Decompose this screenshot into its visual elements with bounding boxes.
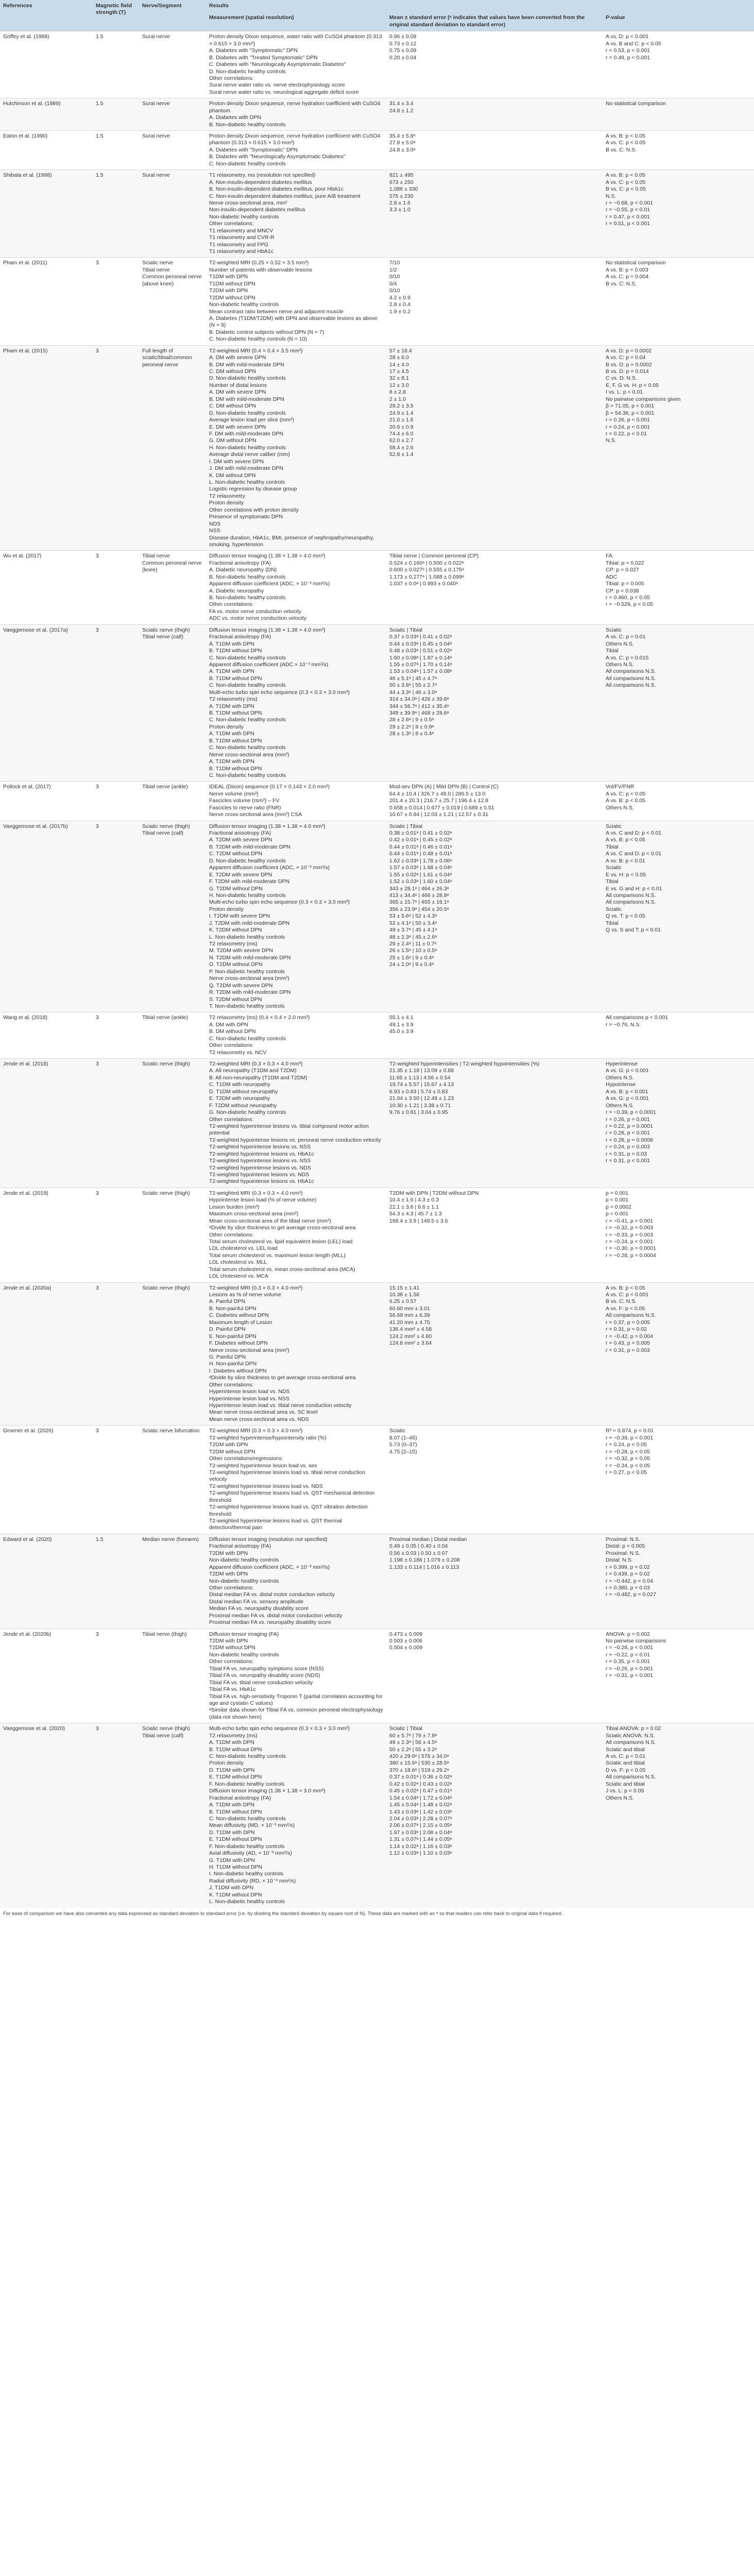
- cell-values: 15.15 ± 1.41 10.38 ± 1.56 6.25 ± 0.57 60.60 mm ± 3.01 56.69 mm ± 6.39 41.20 mm ± 4.75 136.4 mm² ± 4.58 124.2 mm² ± 4.80 124.8 mm² ± 3.64: [386, 1282, 603, 1426]
- cell-p-value: Hyperintense A vs. G: p < 0.001 Others N.S. Hypointense A vs. B: p < 0.001 A vs. G: p < 0.001 Others N.S. r = −0.39, p < 0.0001 r = 0.26, p = 0.001 r = 0.22, p = 0.0001 r = 0.28, p < 0.001 r = 0.28, p = 0.0008 r = 0.24, p = 0.003 r = 0.31, p = 0.03 r = 0.31, p < 0.001: [603, 1059, 754, 1188]
- cell-values: Sciatic 8.07 (1–46) 5.73 (0–37) 4.75 (2–15): [386, 1426, 603, 1534]
- cell-nerve-segment: Tibial nerve (thigh): [139, 1629, 206, 1723]
- cell-reference: Griffey et al. (1988): [0, 31, 93, 98]
- cell-p-value: A vs. D: p = 0.0002 A vs. C: p = 0.04 B vs. D: p = 0.0002 B vs. D: p = 0.014 C vs. D: N.S. E, F, G vs. H: p < 0.05 I vs. L: p < 0.01 No pairwise comparisons given β = 71.05, p < 0.001 β = 54.36, p < 0.001 r = 0.26, p < 0.001 r = 0.24, p < 0.001 r = 0.22, p < 0.01 N.S.: [603, 345, 754, 551]
- cell-reference: Hutchinson et al. (1989): [0, 98, 93, 131]
- cell-nerve-segment: Sciatic nerve (thigh) Tibial nerve (calf): [139, 1723, 206, 1908]
- table-row: [0, 98, 754, 131]
- cell-measurement: T2-weighted MRI (0.3 × 0.3 × 4.0 mm³) T2-weighted hyperintense/hypointensity ratio (%) T2DM with DPN T2DM without DPN Other correlations/regressions: T2-weighted hyperintense lesion load vs. sex T2-weighted hyperintense lesions load vs. tibial nerve conduction velocity T2-weighted hyperintense lesions load vs. NDS T2-weighted hyperintense lesions load vs. QST mechanical detection threshold T2-weighted hyperintense lesions load vs. QST vibration detection threshold T2-weighted hyperintense lesions load vs. QST thermal detection/thermal pain: [206, 1426, 386, 1534]
- cell-nerve-segment: Sciatic nerve Tibial nerve Common peroneal nerve (above knee): [139, 258, 206, 345]
- table-row: [0, 1426, 754, 1534]
- table-row: [0, 1059, 754, 1188]
- cell-values: 31.4 ± 3.4 24.8 ± 1.2: [386, 98, 603, 131]
- cell-measurement: T2-weighted MRI (0.4 × 0.4 × 3.5 mm³) A. DM with severe DPN B. DM with mild-moderate DPN C. DM without DPN D. Non-diabetic healthy controls Number of distal lesions A. DM with severe DPN B. DM with mild-moderate DPN C. DM without DPN D. Non-diabetic healthy controls Average lesion load per slice (mm²) E. DM with severe DPN F. DM with mild-moderate DPN G. DM without DPN H. Non-diabetic healthy controls Average distal nerve caliber (mm) I. DM with severe DPN J. DM with mild-moderate DPN K. DM without DPN L. Non-diabetic healthy controls Logistic regression by disease group T2 relaxometry Proton density Other correlations with proton density Presence of symptomatic DPN NDS NSS Disease duration, HbA1c, BMI, presence of nephropathy/neuropathy, smoking, hypertension: [206, 345, 386, 551]
- table-row: [0, 1012, 754, 1059]
- cell-field-strength: 1.5: [93, 170, 139, 258]
- table-footnote: For ease of comparison we have also converted any data expressed as standard deviation to standard error (i.e. by dividing the standard deviation by square root of N). These data are marked with an ᵃ so that readers can refer back to original data if required.: [3, 1910, 562, 1917]
- cell-reference: Groener et al. (2020): [0, 1426, 93, 1534]
- cell-measurement: Proton density Dixon sequence, nerve hydration coefficient with CuSO4 phantom A. Diabetes with DPN B. Non-diabetic healthy controls: [206, 98, 386, 131]
- cell-nerve-segment: Sciatic nerve (thigh): [139, 1188, 206, 1282]
- cell-measurement: T1 relaxometry, ms (resolution not specified) A. Non-insulin-dependent diabetes mellitus B. Non-insulin-dependent diabetes mellitus, poor HbA1c C. Non-insulin-dependent diabetes mellitus, pure A/B treatment Nerve cross-sectional area, mm² Non-insulin-dependent diabetes mellitus Non-diabetic healthy controls Other correlations: T1 relaxometry and MNCV T1 relaxometry and CVR-R T1 relaxometry and FPG T1 relaxometry and HbA1c: [206, 170, 386, 258]
- table-row: [0, 1723, 754, 1908]
- cell-reference: Jende et al. (2020b): [0, 1629, 93, 1723]
- cell-p-value: R² = 0.874, p < 0.01 r = −0.39, p < 0.001 r = 0.24, p < 0.05 r = −0.28, p < 0.05 r = −0.32, p < 0.05 r = −0.34, p < 0.05 r = 0.27, p < 0.05: [603, 1426, 754, 1534]
- cell-p-value: p = 0.001 p < 0.001 p = 0.0002 p < 0.001 r = −0.41, p < 0.001 r = −0.32, p = 0.003 r = −0.33, p = 0.003 r = −0.24, p < 0.001 r = −0.30, p = 0.0001 r = −0.28, p = 0.0004: [603, 1188, 754, 1282]
- table-row: [0, 31, 754, 98]
- cell-nerve-segment: Tibial nerve (ankle): [139, 782, 206, 821]
- cell-p-value: No statistical comparison: [603, 98, 754, 131]
- cell-reference: Wu et al. (2017): [0, 551, 93, 624]
- cell-measurement: T2 relaxometry (ms) (0.4 × 0.4 × 2.0 mm³) A. DM with DPN B. DM without DPN C. Non-diabetic healthy controls Other correlations: T2 relaxometry vs. NCV: [206, 1012, 386, 1059]
- cell-p-value: Sciatic A vs. C and D: p < 0.01 A vs. B: p < 0.05 Tibial A vs. C and D: p < 0.01 A vs. B: p < 0.01 Sciatic E vs. H: p < 0.05 Tibial E vs. G and H: p < 0.01 All comparisons N.S. All comparisons N.S. Sciatic Q vs. T: p < 0.05 Tibial Q vs. S and T: p < 0.01: [603, 821, 754, 1012]
- cell-values: Sciatic | Tibial 60 ± 5.7ᵃ | 79 ± 7.8ᵃ 49 ± 2.3ᵃ | 56 ± 4.5ᵃ 50 ± 2.2ᵃ | 55 ± 3.2ᵃ 420 ± 29.6ᵃ | 576 ± 34.0ᵃ 380 ± 15.6ᵃ | 530 ± 28.5ᵃ 370 ± 18.6ᵃ | 519 ± 29.2ᵃ 0.37 ± 0.01ᵃ | 0.36 ± 0.02ᵃ 0.42 ± 0.02ᵃ | 0.43 ± 0.02ᵃ 0.45 ± 0.02ᵃ | 0.47 ± 0.01ᵃ 1.54 ± 0.04ᵃ | 1.72 ± 0.04ᵃ 1.45 ± 0.04ᵃ | 1.48 ± 0.02ᵃ 1.43 ± 0.03ᵃ | 1.42 ± 0.03ᵃ 2.04 ± 0.03ᵃ | 2.28 ± 0.07ᵃ 2.06 ± 0.07ᵃ | 2.15 ± 0.05ᵃ 1.97 ± 0.03ᵃ | 2.08 ± 0.04ᵃ 1.31 ± 0.07ᵃ | 1.44 ± 0.05ᵃ 1.14 ± 0.02ᵃ | 1.16 ± 0.03ᵃ 1.12 ± 0.03ᵃ | 1.10 ± 0.03ᵃ: [386, 1723, 603, 1908]
- cell-values: T2-weighted hyperintensities | T2-weighted hypointensities (%) 21.35 ± 1.18 | 13.09 ± 0.88 11.65 ± 1.13 | 4.56 ± 0.54 19.74 ± 5.57 | 15.67 ± 4.13 6.93 ± 0.83 | 5.74 ± 0.83 21.04 ± 3.50 | 12.49 ± 1.23 10.30 ± 1.21 | 3.38 ± 0.71 9.76 ± 0.81 | 3.04 ± 0.95: [386, 1059, 603, 1188]
- cell-values: Mod-sev DPN (A) | Mild DPN (B) | Control (C) 64.4 ± 10.4 | 326.7 ± 48.0 | 286.5 ± 13.0 201.4 ± 20.3 | 216.7 ± 25.7 | 196.4 ± 12.8 0.658 ± 0.014 | 0.677 ± 0.019 | 0.689 ± 0.01 10.67 ± 0.84 | 12.03 ± 1.21 | 12.57 ± 0.31: [386, 782, 603, 821]
- cell-values: 7/10 1/2 0/10 0/4 0/10 4.2 ± 0.9 2.8 ± 0.4 1.9 ± 0.2: [386, 258, 603, 345]
- cell-nerve-segment: Sural nerve: [139, 170, 206, 258]
- table-row: [0, 258, 754, 345]
- cell-field-strength: 3: [93, 258, 139, 345]
- cell-measurement: Proton density Dixon sequence, nerve hydration coefficient with CuSO4 phantom (0.313 × 0.615 × 3.0 mm³) A. Diabetes with "Symptomatic" DPN B. Diabetes with "Neurologically Asymptomatic Diabetes" C. Non-diabetic healthy controls: [206, 131, 386, 170]
- cell-measurement: Diffusion tensor imaging (FA) T2DM with DPN T2DM without DPN Non-diabetic healthy controls Other correlations: Tibial FA vs. neuropathy symptoms score (NSS) Tibial FA vs. neuropathy disability score (NDS) Tibial FA vs. tibial nerve conduction velocity Tibial FA vs. HbA1c Tibial FA vs. high-sensitivity Troponin T (partial correlation accounting for age and cystatin C values) ᵃSimilar data shown for Tibial FA vs. common peroneal electrophysiology (data not shown here): [206, 1629, 386, 1723]
- cell-field-strength: 3: [93, 1723, 139, 1908]
- table-row: [0, 345, 754, 551]
- cell-nerve-segment: Tibial nerve (ankle): [139, 1012, 206, 1059]
- cell-reference: Wang et al. (2018): [0, 1012, 93, 1059]
- header-values: Mean ± standard error (ᵃ indicates that values have been converted from the original standard deviation to standard error): [386, 12, 603, 31]
- cell-nerve-segment: Median nerve (forearm): [139, 1534, 206, 1629]
- header-nerve-segment: Nerve/Segment: [139, 0, 206, 31]
- header-results: Results: [206, 0, 754, 12]
- cell-p-value: Sciatic A vs. C: p = 0.01 Others N.S. Tibial A vs. C: p = 0.015 Others N.S. All comparisons N.S. All comparisons N.S. All comparisons N.S.: [603, 624, 754, 782]
- cell-reference: Shibata et al. (1998): [0, 170, 93, 258]
- cell-p-value: Proximal: N.S. Distal: p = 0.005 Proximal: N.S. Distal: N.S. r = 0.399, p = 0.02 r = 0.439, p = 0.02 r = −0.442, p = 0.04 r = 0.380, p = 0.03 r = −0.482, p = 0.027: [603, 1534, 754, 1629]
- table-row: [0, 551, 754, 624]
- cell-field-strength: 3: [93, 345, 139, 551]
- cell-values: Sciatic | Tibial 0.37 ± 0.03ᵃ | 0.41 ± 0.02ᵃ 0.44 ± 0.03ᵃ | 0.45 ± 0.04ᵃ 0.48 ± 0.03ᵃ | 0.51 ± 0.02ᵃ 1.60 ± 0.08ᵃ | 1.87 ± 0.14ᵃ 1.55 ± 0.07ᵃ | 1.70 ± 0.14ᵃ 1.53 ± 0.04ᵃ | 1.57 ± 0.08ᵃ 46 ± 5.1ᵃ | 45 ± 4.7ᵃ 50 ± 3.8ᵃ | 55 ± 2.7ᵃ 44 ± 3.3ᵃ | 46 ± 3.0ᵃ 314 ± 34.0ᵃ | 426 ± 39.8ᵃ 344 ± 56.7ᵃ | 412 ± 35.4ᵃ 349 ± 39.9ᵃ | 468 ± 28.6ᵃ 28 ± 2.6ᵃ | 9 ± 0.5ᵃ 29 ± 2.2ᵃ | 9 ± 0.9ᵃ 28 ± 1.3ᵃ | 8 ± 0.4ᵃ: [386, 624, 603, 782]
- cell-reference: Vaeggemose et al. (2017a): [0, 624, 93, 782]
- cell-measurement: Diffusion tensor imaging (resolution not specified) Fractional anisotropy (FA) T2DM with DPN Non-diabetic healthy controls Apparent diffusion coefficient (ADC, × 10⁻³ mm²/s) T2DM with DPN Non-diabetic healthy controls Other correlations: Distal median FA vs. distal motor conduction velocity Distal median FA vs. sensory amplitude Median FA vs. neuropathy disability score Proximal median FA vs. distal motor conduction velocity Proximal median FA vs. neuropathy disability score: [206, 1534, 386, 1629]
- cell-values: Proximal median | Distal median 0.49 ± 0.05 | 0.40 ± 0.04 0.56 ± 0.03 | 0.50 ± 0.07 1.198 ± 0.186 | 1.079 ± 0.208 1.133 ± 0.114 | 1.016 ± 0.113: [386, 1534, 603, 1629]
- table-row: [0, 1188, 754, 1282]
- cell-values: Sciatic | Tibial 0.38 ± 0.01ᵃ | 0.41 ± 0.02ᵃ 0.42 ± 0.01ᵃ | 0.45 ± 0.02ᵃ 0.44 ± 0.01ᵃ | 0.46 ± 0.01ᵃ 0.44 ± 0.01ᵃ | 0.48 ± 0.01ᵃ 1.62 ± 0.03ᵃ | 1.78 ± 0.06ᵃ 1.57 ± 0.03ᵃ | 1.68 ± 0.04ᵃ 1.55 ± 0.02ᵃ | 1.61 ± 0.04ᵃ 1.52 ± 0.03ᵃ | 1.60 ± 0.04ᵃ 343 ± 28.1ᵃ | 464 ± 26.3ᵃ 413 ± 34.4ᵃ | 466 ± 28.9ᵃ 365 ± 15.7ᵃ | 455 ± 16.1ᵃ 356 ± 23.9ᵃ | 454 ± 20.5ᵃ 53 ± 5.6ᵃ | 52 ± 4.3ᵃ 52 ± 4.1ᵃ | 50 ± 3.4ᵃ 49 ± 3.7ᵃ | 45 ± 4.1ᵃ 48 ± 2.3ᵃ | 45 ± 2.6ᵃ 29 ± 2.4ᵃ | 11 ± 0.7ᵃ 26 ± 1.5ᵃ | 10 ± 0.5ᵃ 25 ± 1.6ᵃ | 9 ± 0.4ᵃ 24 ± 1.0ᵃ | 9 ± 0.4ᵃ: [386, 821, 603, 1012]
- cell-nerve-segment: Sciatic nerve (thigh) Tibial nerve (calf): [139, 624, 206, 782]
- cell-reference: Vaeggemose et al. (2020): [0, 1723, 93, 1908]
- table-row: [0, 131, 754, 170]
- cell-measurement: Multi-echo turbo spin echo sequence (0.3 × 0.3 × 3.0 mm³) T2 relaxometry (ms) A. T1DM with DPN B. T1DM without DPN C. Non-diabetic healthy controls Proton density D. T1DM with DPN E. T1DM without DPN F. Non-diabetic healthy controls Diffusion tensor imaging (1.38 × 1.38 × 3.0 mm³) Fractional anisotropy (FA) A. T1DM with DPN B. T1DM without DPN C. Non-diabetic healthy controls Mean diffusivity (MD, × 10⁻³ mm²/s) D. T1DM with DPN E. T1DM without DPN F. Non-diabetic healthy controls Axial diffusivity (AD, × 10⁻³ mm²/s) G. T1DM with DPN H. T1DM without DPN I. Non-diabetic healthy controls Radial diffusivity (RD, × 10⁻³ mm²/s) J. T1DM with DPN K. T1DM without DPN L. Non-diabetic healthy controls: [206, 1723, 386, 1908]
- cell-measurement: Diffusion tensor imaging (1.38 × 1.38 × 4.0 mm³) Fractional anisotropy (FA) A. Diabetic neuropathy (DN) B. Non-diabetic healthy controls Apparent diffusion coefficient (ADC, × 10⁻³ mm²/s) A. Diabetic neuropathy B. Non-diabetic healthy controls Other correlations: FA vs. motor nerve conduction velocity ADC vs. motor nerve conduction velocity: [206, 551, 386, 624]
- cell-field-strength: 3: [93, 1188, 139, 1282]
- cell-p-value: A vs. B: p < 0.05 A vs. C: p < 0.05 B vs. C: N.S.: [603, 131, 754, 170]
- cell-field-strength: 1.5: [93, 98, 139, 131]
- cell-reference: Edward et al. (2020): [0, 1534, 93, 1629]
- cell-nerve-segment: Tibial nerve Common peroneal nerve (knee): [139, 551, 206, 624]
- cell-field-strength: 1.5: [93, 131, 139, 170]
- header-field-strength: Magnetic field strength (T): [93, 0, 139, 31]
- table-row: [0, 170, 754, 258]
- cell-field-strength: 3: [93, 1629, 139, 1723]
- cell-nerve-segment: Sciatic nerve (thigh): [139, 1059, 206, 1188]
- cell-p-value: ANOVA: p = 0.002 No pairwise comparisons r = −0.28, p < 0.001 r = −0.22, p < 0.01 r = 0.35, p < 0.001 r = −0.26, p < 0.001 r = −0.31, p < 0.001: [603, 1629, 754, 1723]
- cell-nerve-segment: Full length of sciatic/tibial/common peroneal nerve: [139, 345, 206, 551]
- cell-reference: Jende et al. (2018): [0, 1059, 93, 1188]
- cell-measurement: T2-weighted MRI (0.3 × 0.3 × 4.0 mm³) Lesions as % of nerve volume A. Painful DPN B. Non-painful DPN C. Diabetes without DPN Maximum length of Lesion D. Painful DPN E. Non-painful DPN F. Diabetes without DPN Nerve cross-sectional area (mm²) G. Painful DPN H. Non-painful DPN I. Diabetes without DPN ᵃDivide by slice thickness to get average cross-sectional area Other correlations: Hyperintense lesion load vs. NDS Hyperintense lesion load vs. NSS Hyperintense lesion load vs. tibial nerve conduction velocity Mean nerve cross-sectional area vs. SC level Mean nerve cross-sectional area vs. NDS: [206, 1282, 386, 1426]
- cell-field-strength: 1.5: [93, 1534, 139, 1629]
- table-row: [0, 821, 754, 1012]
- cell-values: 0.473 ± 0.009 0.503 ± 0.006 0.504 ± 0.009: [386, 1629, 603, 1723]
- cell-reference: Vaeggemose et al. (2017b): [0, 821, 93, 1012]
- cell-field-strength: 3: [93, 1426, 139, 1534]
- cell-values: 35.4 ± 5.8ᵃ 27.8 ± 5.0ᵃ 24.8 ± 3.0ᵃ: [386, 131, 603, 170]
- cell-nerve-segment: Sural nerve: [139, 131, 206, 170]
- header-references: References: [0, 0, 93, 31]
- cell-nerve-segment: Sciatic nerve (thigh) Tibial nerve (calf): [139, 821, 206, 1012]
- header-measurement: Measurement (spatial resolution): [206, 12, 386, 31]
- cell-measurement: T2-weighted MRI (0.25 × 0.52 × 3.5 mm³) Number of patients with observable lesions T1DM with DPN T1DM without DPN T2DM with DPN T2DM without DPN Non-diabetic healthy controls Mean contrast ratio between nerve and adjacent muscle A. Diabetes (T1DM/T2DM) with DPN and observable lesions as above (N = 9) B. Diabetic control subjects without DPN (N = 7) C. Non-diabetic healthy controls (N = 10): [206, 258, 386, 345]
- cell-field-strength: 3: [93, 551, 139, 624]
- cell-field-strength: 3: [93, 624, 139, 782]
- cell-nerve-segment: Sural nerve: [139, 98, 206, 131]
- cell-field-strength: 3: [93, 1282, 139, 1426]
- cell-reference: Pham et al. (2015): [0, 345, 93, 551]
- table-row: [0, 782, 754, 821]
- cell-reference: Jende et al. (2020a): [0, 1282, 93, 1426]
- cell-reference: Jende et al. (2019): [0, 1188, 93, 1282]
- header-p-value: P-value: [603, 12, 754, 31]
- cell-values: 57 ± 18.4 28 ± 6.0 14 ± 4.0 17 ± 4.5 32 ± 8.1 12 ± 3.0 8 ± 2.8 2 ± 1.0 29.2 ± 3.5 24.9 ± 1.4 21.0 ± 1.6 20.6 ± 0.9 74.4 ± 6.0 62.0 ± 2.7 58.4 ± 2.6 52.8 ± 1.4: [386, 345, 603, 551]
- cell-reference: Eaton et al. (1990): [0, 131, 93, 170]
- cell-p-value: No statistical comparison A vs. B: p = 0.003 A vs. C: p = 0.004 B vs. C: N.S.: [603, 258, 754, 345]
- cell-p-value: A vs. D: p < 0.001 A vs. B and C: p < 0.05 r = 0.53, p < 0.001 r = 0.49, p < 0.001: [603, 31, 754, 98]
- cell-measurement: Diffusion tensor imaging (1.38 × 1.38 × 4.0 mm³) Fractional anisotropy (FA) A. T1DM with DPN B. T1DM without DPN C. Non-diabetic healthy controls Apparent diffusion coefficient (ADC × 10⁻³ mm²/s) A. T1DM with DPN B. T1DM without DPN C. Non-diabetic healthy controls Multi-echo turbo spin echo sequence (0.3 × 0.3 × 3.0 mm³) T2 relaxometry (ms) A. T1DM with DPN B. T1DM without DPN C. Non-diabetic healthy controls Proton density A. T1DM with DPN B. T1DM without DPN C. Non-diabetic healthy controls Nerve cross-sectional area (mm²) A. T1DM with DPN B. T1DM without DPN C. Non-diabetic healthy controls: [206, 624, 386, 782]
- table-header: [0, 0, 754, 31]
- cell-values: 0.96 ± 0.08 0.73 ± 0.12 0.75 ± 0.09 0.20 ± 0.04: [386, 31, 603, 98]
- cell-measurement: T2-weighted MRI (0.3 × 0.3 × 4.0 mm³) Hypointense lesion load (% of nerve volume) Lesion burden (mm³) Maximum cross-sectional area (mm²) Mean cross-sectional area of the tibial nerve (mm²) ᵃDivide by slice thickness to get average cross-sectional area Other correlations: Total serum cholesterol vs. lipid equivalent lesion (LEL) load LDL cholesterol vs. LEL load Total serum cholesterol vs. maximum lesion length (MLL) LDL cholesterol vs. MLL Total serum cholesterol vs. mean cross-sectional area (MCA) LDL cholesterol vs. MCA: [206, 1188, 386, 1282]
- cell-field-strength: 3: [93, 1059, 139, 1188]
- cell-p-value: Vol/FV/FNR A vs. C: p < 0.05 A vs. B: p < 0.05 Others N.S.: [603, 782, 754, 821]
- cell-values: Tibial nerve | Common peroneal (CP) 0.524 ± 0.160ᵃ | 0.500 ± 0.022ᵃ 0.600 ± 0.027ᵃ | 0.555 ± 0.175ᵃ 1.173 ± 0.277ᵃ | 1.088 ± 0.099ᵃ 1.037 ± 0.0ᵃ | 0.993 ± 0.040ᵃ: [386, 551, 603, 624]
- cell-reference: Pollock et al. (2017): [0, 782, 93, 821]
- cell-measurement: Proton density Dixon sequence, water ratio with CuSO4 phantom (0.313 × 0.615 × 3.0 mm³) A. Diabetes with "Symptomatic" DPN B. Diabetes with "Treated Symptomatic" DPN C. Diabetes with "Neurologically Asymptomatic Diabetes" D. Non-diabetic healthy controls Other correlations: Sural nerve water ratio vs. nerve electrophysiology score Sural nerve water ratio vs. neurological aggregate deficit score: [206, 31, 386, 98]
- table-body: [0, 31, 754, 1908]
- cell-values: 55.1 ± 4.1 49.1 ± 3.9 45.0 ± 3.9: [386, 1012, 603, 1059]
- table-row: [0, 624, 754, 782]
- cell-nerve-segment: Sural nerve: [139, 31, 206, 98]
- cell-p-value: Tibial ANOVA: p = 0.02 Sciatic ANOVA: N.S. All comparisons N.S. Sciatic and tibial A vs. C: p < 0.01 Sciatic and tibial D vs. F: p < 0.05 All comparisons N.S. Sciatic and tibial J vs. L: p < 0.05 Others N.S.: [603, 1723, 754, 1908]
- cell-nerve-segment: Sciatic nerve bifurcation: [139, 1426, 206, 1534]
- cell-field-strength: 1.5: [93, 31, 139, 98]
- cell-p-value: FA Tibial: p = 0.022 CP: p = 0.027 ADC Tibial: p = 0.005 CP: p = 0.038 r = 0.460, p < 0.05 r = −0.529, p < 0.05: [603, 551, 754, 624]
- cell-p-value: A vs. B: p < 0.05 A vs. C: p < 0.05 B vs. C: p < 0.05 N.S. r = −0.68, p < 0.001 r = −0.55, p < 0.01 r = 0.47, p < 0.001 r = 0.51, p < 0.001: [603, 170, 754, 258]
- cell-p-value: All comparisons p < 0.001 r = −0.76, N.S.: [603, 1012, 754, 1059]
- cell-field-strength: 3: [93, 821, 139, 1012]
- cell-measurement: IDEAL (Dixon) sequence (0.17 × 0.143 × 2.0 mm³) Nerve volume (mm³) Fascicles volume (mm³) – FV Fascicles to nerve ratio (FNR) Nerve cross-sectional area (mm²) CSA: [206, 782, 386, 821]
- cell-values: 821 ± 495 673 ± 250 1,086 ± 330 575 ± 230 2.8 ± 1.6 3.3 ± 1.0: [386, 170, 603, 258]
- cell-measurement: Diffusion tensor imaging (1.38 × 1.38 × 4.0 mm³) Fractional anisotropy (FA) A. T2DM with severe DPN B. T2DM with mild-moderate DPN C. T2DM without DPN D. Non-diabetic healthy controls Apparent diffusion coefficient (ADC, × 10⁻³ mm²/s) E. T2DM with severe DPN F. T2DM with mild-moderate DPN G. T2DM without DPN H. Non-diabetic healthy controls Multi-echo turbo spin echo sequence (0.3 × 0.3 × 3.0 mm³) Proton density I. T2DM with severe DPN J. T2DM with mild-moderate DPN K. T2DM without DPN L. Non-diabetic healthy controls T2 relaxometry (ms) M. T2DM with severe DPN N. T2DM with mild-moderate DPN O. T2DM without DPN P. Non-diabetic healthy controls Nerve cross-sectional area (mm²) Q. T2DM with severe DPN R. T2DM with mild-moderate DPN S. T2DM without DPN T. Non-diabetic healthy controls: [206, 821, 386, 1012]
- table-row: [0, 1534, 754, 1629]
- cell-field-strength: 3: [93, 1012, 139, 1059]
- cell-p-value: A vs. B: p < 0.05 A vs. C: p < 0.001 B vs. C: N.S. A vs. F: p < 0.05 All comparisons N.S. r = 0.37, p = 0.005 r = 0.31, p = 0.02 r = −0.42, p = 0.004 r = 0.43, p = 0.005 r = 0.31, p = 0.003: [603, 1282, 754, 1426]
- table-row: [0, 1282, 754, 1426]
- table-row: [0, 1629, 754, 1723]
- cell-nerve-segment: Sciatic nerve (thigh): [139, 1282, 206, 1426]
- cell-values: T2DM with DPN | T2DM without DPN 10.4 ± 1.6 | 4.3 ± 0.3 22.1 ± 3.6 | 8.6 ± 1.1 54.3 ± 4.3 | 45.7 ± 1.3 168.4 ± 3.9 | 148.5 ± 3.6: [386, 1188, 603, 1282]
- cell-reference: Pham et al. (2011): [0, 258, 93, 345]
- cell-field-strength: 3: [93, 782, 139, 821]
- cell-measurement: T2-weighted MRI (0.3 × 0.3 × 4.0 mm³) A. All neuropathy (T1DM and T2DM) B. All non-neuropathy (T1DM and T2DM) C. T1DM with neuropathy D. T1DM without neuropathy E. T2DM with neuropathy F. T2DM without neuropathy G. Non-diabetic healthy controls Other correlations: T2-weighted hyperintense lesions vs. tibial compound motor action potential T2-weighted hypointense lesions vs. peroneal nerve conduction velocity T2-weighted hyperintense lesions vs. NSS T2-weighted hypointense lesions vs. HbA1c T2-weighted hyperintense lesions vs. NSS T2-weighted hyperintense lesions vs. NDS T2-weighted hypointense lesions vs. NDS T2-weighted hypointense lesions vs. HbA1c: [206, 1059, 386, 1188]
